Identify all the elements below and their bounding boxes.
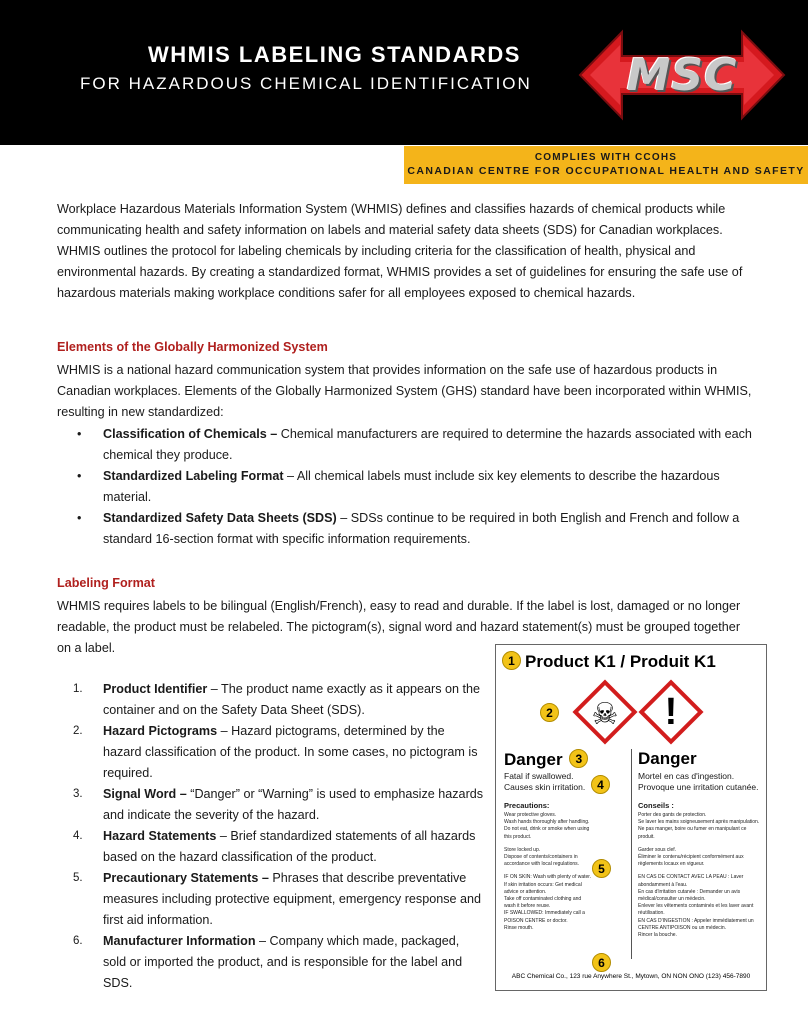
precaution-line: Se laver les mains soigneusement après manipulation. xyxy=(638,819,760,826)
bullet-term: Classification of Chemicals – xyxy=(103,427,278,441)
list-item: • Standardized Safety Data Sheets (SDS) – SDSs continue to be required in both English and French and follow a standard 16-section format with specific information requirements. xyxy=(77,511,740,546)
item-term: Product Identifier xyxy=(103,682,208,696)
item-number: 5. xyxy=(73,872,83,884)
label-pictograms xyxy=(536,681,736,745)
marker-1: 1 xyxy=(502,651,521,670)
list-item: • Standardized Labeling Format – All chemical labels must include six key elements to describe the hazardous material. xyxy=(77,469,720,504)
bullet-desc: Chemical manufacturers are required to determine the hazards associated with each chemical they produce. xyxy=(103,427,752,462)
banner-line-1: COMPLIES WITH CCOHS xyxy=(534,152,678,163)
compliance-banner xyxy=(404,146,808,184)
precaution-line: Rincer la bouche. xyxy=(638,932,677,939)
page-title: WHMIS LABELING STANDARDS xyxy=(148,42,521,67)
ghs-bullet-list xyxy=(57,424,757,550)
precaution-line: Rinse mouth. xyxy=(504,924,534,931)
marker-5: 5 xyxy=(592,859,611,878)
hazard-statements-fr xyxy=(638,771,764,793)
item-term: Precautionary Statements – xyxy=(103,871,269,885)
item-desc: Phrases that describe preventative measures including protective equipment, emergency response and first aid information. xyxy=(103,871,482,927)
precautions-en xyxy=(504,812,592,932)
precaution-line: Wash hands thoroughly after handling. xyxy=(504,819,590,826)
list-item xyxy=(57,721,485,784)
label-elements-list xyxy=(57,679,485,994)
item-desc: “Danger” or “Warning” is used to emphasize hazards and indicate the severity of the hazard. xyxy=(103,787,484,822)
precaution-line: IF ON SKIN: Wash with plenty of water. xyxy=(504,874,592,881)
signal-word-en-text: Danger xyxy=(504,750,563,769)
bullet-desc: – All chemical labels must include six key elements to describe the hazardous material. xyxy=(103,469,720,504)
item-desc: – Hazard pictograms, determined by the hazard classification of the product. In some cases, no pictogram is required. xyxy=(103,724,478,780)
precaution-line: Take off contaminated clothing and wash it before reuse. xyxy=(504,896,582,910)
list-item xyxy=(57,826,485,868)
item-term: Hazard Statements xyxy=(103,829,217,843)
label-product-identifier xyxy=(502,651,716,672)
precaution-line: Ne pas manger, boire ou fumer en manipulant ce produit. xyxy=(638,826,747,840)
hazard-statement: Provoque une irritation cutanée. xyxy=(638,782,759,792)
labeling-paragraph: WHMIS requires labels to be bilingual (English/French), easy to read and durable. If the label is lost, damaged or no longer readable, the product must be relabeled. The pictogram(s), signal word and hazard statement(s) must be grouped together on a label. xyxy=(57,599,741,655)
labeling-heading: Labeling Format xyxy=(57,576,155,590)
precautions-heading-en: Precautions: xyxy=(504,801,550,810)
supplier-info: ABC Chemical Co., 123 rue Anywhere St., Mytown, ON NON ONO (123) 456-7890 xyxy=(511,973,751,980)
hazard-statement: Causes skin irritation. xyxy=(504,782,586,792)
hazard-statement: Mortel en cas d'ingestion. xyxy=(638,771,735,781)
page-header xyxy=(0,0,808,145)
item-term: Hazard Pictograms xyxy=(103,724,218,738)
item-term: Manufacturer Information xyxy=(103,934,256,948)
skull-crossbones-icon: ☠ xyxy=(591,698,619,731)
signal-word-en xyxy=(504,749,588,770)
item-number: 4. xyxy=(73,830,83,842)
precaution-line: Enlever les vêtements contaminés et les laver avant réutilisation. xyxy=(638,903,754,917)
list-item xyxy=(57,679,485,721)
list-item xyxy=(57,784,485,826)
precaution-line: Store locked up. xyxy=(504,846,541,853)
item-desc: – The product name exactly as it appears on the container and on the Safety Data Sheet (SDS). xyxy=(103,682,481,717)
marker-4: 4 xyxy=(591,775,610,794)
item-number: 2. xyxy=(73,725,83,737)
precaution-line: If skin irritation occurs: Get medical advice or attention. xyxy=(504,881,582,895)
label-title-text: Product K1 / Produit K1 xyxy=(525,652,716,671)
list-item xyxy=(57,868,485,931)
item-desc: – Company which made, packaged, sold or imported the product, and is responsible for the label and SDS. xyxy=(103,934,463,990)
bullet-term: Standardized Safety Data Sheets (SDS) xyxy=(103,511,337,525)
precaution-line: En cas d'irritation cutanée : Demander un avis médical/consulter un médecin. xyxy=(638,888,741,903)
page-subtitle: FOR HAZARDOUS CHEMICAL IDENTIFICATION xyxy=(80,74,532,93)
precaution-line: Wear protective gloves. xyxy=(504,812,557,818)
precaution-line: Do not eat, drink or smoke when using this product. xyxy=(504,826,590,840)
language-divider xyxy=(631,749,632,959)
logo-text: MSC xyxy=(626,50,738,101)
precautions-heading-fr: Conseils : xyxy=(638,801,674,810)
marker-6: 6 xyxy=(592,953,611,972)
item-number: 1. xyxy=(73,683,83,695)
precaution-line: IF SWALLOWED: Immediately call a POISON CENTRE or doctor. xyxy=(504,910,585,924)
precaution-line: EN CAS D'INGESTION : Appeler immédiatement un CENTRE ANTIPOISON ou un médecin. xyxy=(638,917,754,931)
item-term: Signal Word – xyxy=(103,787,187,801)
bullet-desc: – SDSs continue to be required in both English and French and follow a standard 16-section format with specific information requirements. xyxy=(103,511,740,546)
precaution-line: Éliminer le contenu/récipient conformément aux règlements locaux en vigueur. xyxy=(638,854,744,868)
precaution-line: Porter des gants de protection. xyxy=(638,812,707,818)
intro-paragraph: Workplace Hazardous Materials Information System (WHMIS) defines and classifies hazards of chemical products while communicating health and safety information on labels and material safety data sheets (SDS) for Canadian workplaces. WHMIS outlines the protocol for labeling chemicals by including criteria for the classification of health, physical and environmental hazards. By creating a standardized format, WHMIS provides a set of guidelines for ensuring the safe use of hazardous materials making workplace conditions safer for all employees exposed to chemical hazards. xyxy=(57,202,743,300)
precaution-line: Dispose of contents/containers in accordance with local regulations. xyxy=(504,854,580,868)
ghs-paragraph: WHMIS is a national hazard communication system that provides information on the safe use of hazardous products in Canadian workplaces. Elements of the Globally Harmonized System (GHS) standard have been incorporated within WHMIS, resulting in new standardized: xyxy=(57,363,752,419)
exclamation-mark-icon: ! xyxy=(664,691,678,733)
bullet-term: Standardized Labeling Format xyxy=(103,469,284,483)
list-item xyxy=(57,931,485,994)
item-number: 6. xyxy=(73,935,83,947)
list-item: • Classification of Chemicals – Chemical manufacturers are required to determine the hazards associated with each chemical they produce. xyxy=(77,427,752,462)
sample-whmis-label xyxy=(495,644,767,991)
marker-2: 2 xyxy=(540,703,559,722)
precaution-line: Garder sous clef. xyxy=(638,846,677,853)
msc-logo xyxy=(576,28,788,122)
precautions-fr xyxy=(638,812,762,939)
precaution-line: EN CAS DE CONTACT AVEC LA PEAU : Laver abondamment à l'eau. xyxy=(638,874,744,888)
item-number: 3. xyxy=(73,788,83,800)
hazard-statement: Fatal if swallowed. xyxy=(504,771,574,781)
banner-line-2: CANADIAN CENTRE FOR OCCUPATIONAL HEALTH AND SAFETY xyxy=(407,165,805,177)
item-desc: – Brief standardized statements of all hazards based on the hazard classification of the product. xyxy=(103,829,476,864)
signal-word-fr: Danger xyxy=(638,749,697,768)
marker-3: 3 xyxy=(569,749,588,768)
ghs-heading: Elements of the Globally Harmonized System xyxy=(57,340,328,354)
